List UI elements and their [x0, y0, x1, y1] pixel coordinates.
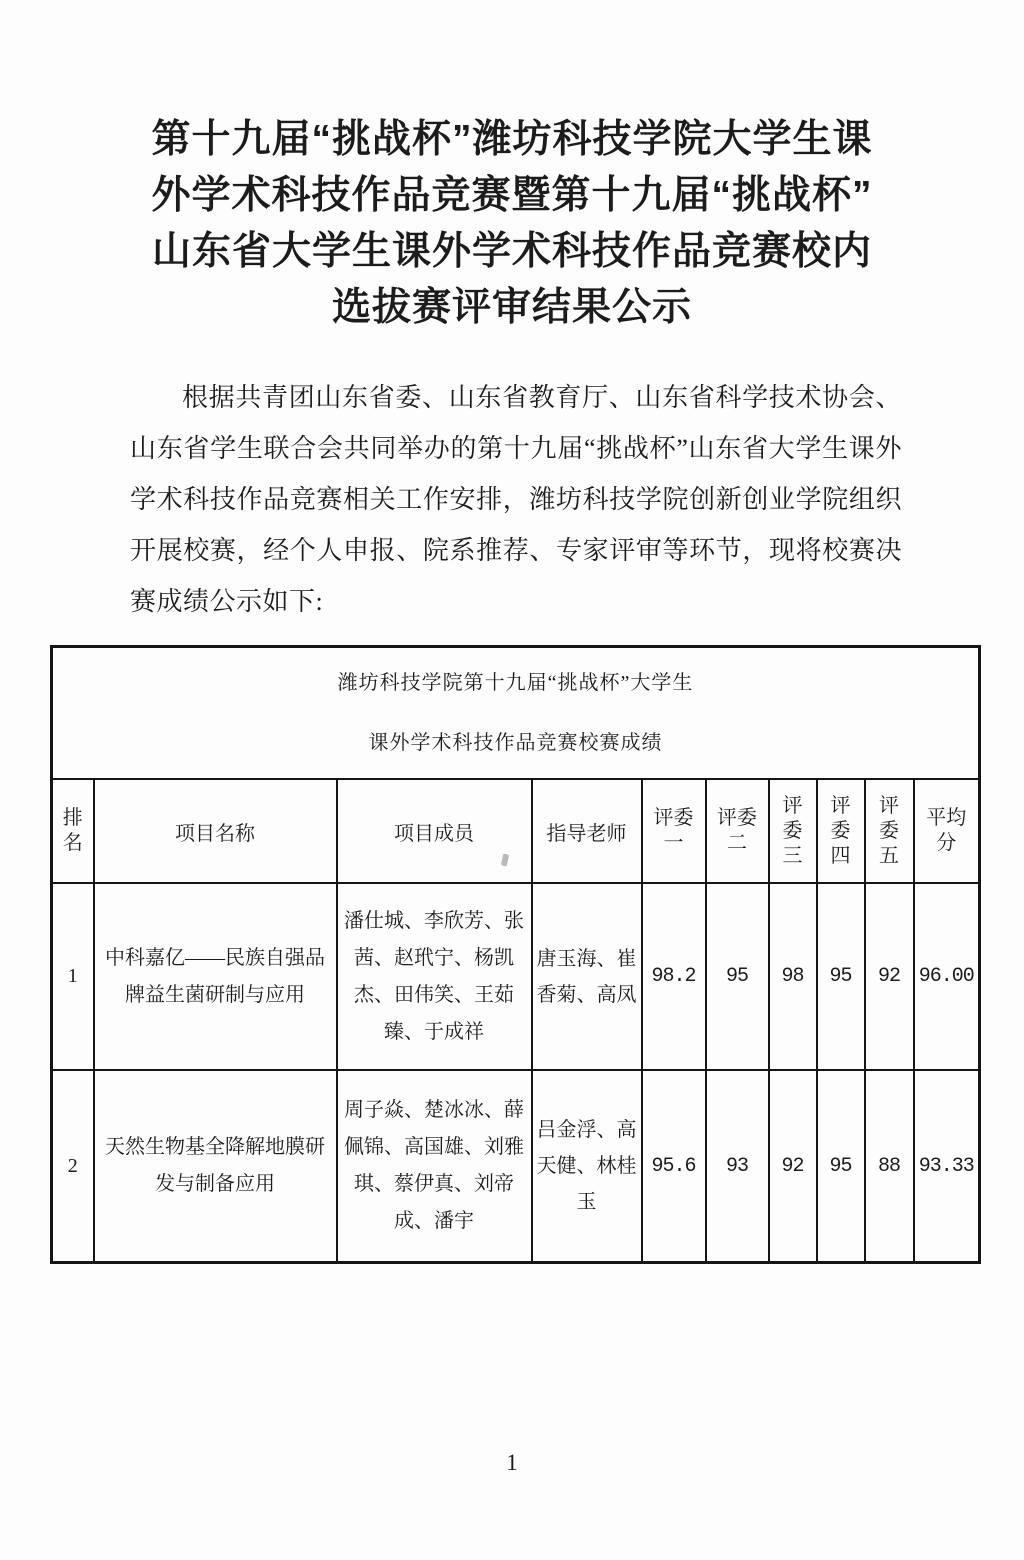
document-title-line-4: 选拔赛评审结果公示 [331, 286, 692, 329]
judge-2-score: 95 [706, 883, 769, 1070]
header-judge-1: 评委一 [642, 779, 706, 883]
judge-1-score: 95.6 [642, 1070, 706, 1263]
table-title [52, 647, 980, 780]
average-score: 96.00 [914, 883, 980, 1070]
announcement-paragraph: 根据共青团山东省委、山东省教育厅、山东省科学技术协会、山东省学生联合会共同举办的第十九届“挑战杯”山东省大学生课外学术科技作品竞赛相关工作安排，潍坊科技学院创新创业学院组织开展校赛，经个人申报、院系推荐、专家评审等环节，现将校赛决赛成绩公示如下: [130, 383, 902, 616]
judge-4-score: 95 [817, 1070, 865, 1263]
judge-3-score: 92 [769, 1070, 817, 1263]
header-judge-2: 评委二 [706, 779, 769, 883]
project-members: 潘仕城、李欣芳、张茜、赵玳宁、杨凯杰、田伟笑、王茹臻、于成祥 [337, 883, 532, 1070]
document-title-line-2: 外学术科技作品竞赛暨第十九届“挑战杯” [151, 174, 873, 217]
table-title-line-2: 课外学术科技作品竞赛校赛成绩 [368, 732, 663, 754]
average-score: 93.33 [914, 1070, 980, 1263]
header-average-score: 平均分 [914, 779, 980, 883]
document-title-line-1: 第十九届“挑战杯”潍坊科技学院大学生课 [151, 118, 873, 161]
project-name: 中科嘉亿——民族自强品牌益生菌研制与应用 [94, 883, 337, 1070]
judge-4-score: 95 [817, 883, 865, 1070]
judge-1-score: 98.2 [642, 883, 706, 1070]
rank-value: 1 [52, 883, 94, 1070]
header-rank: 排名 [52, 779, 94, 883]
table-row [52, 1070, 980, 1263]
table-title-row [52, 647, 980, 780]
results-table [50, 645, 981, 1264]
judge-2-score: 93 [706, 1070, 769, 1263]
header-advisors: 指导老师 [532, 779, 642, 883]
judge-3-score: 98 [769, 883, 817, 1070]
table-row [52, 883, 980, 1070]
table-header-row [52, 779, 980, 883]
page-number: 1 [506, 1450, 518, 1475]
advisors: 吕金浮、高天健、林桂玉 [532, 1070, 642, 1263]
project-members: 周子焱、楚冰冰、薛佩锦、高国雄、刘雅琪、蔡伊真、刘帝成、潘宇 [337, 1070, 532, 1263]
advisors: 唐玉海、崔香菊、高凤 [532, 883, 642, 1070]
rank-value: 2 [52, 1070, 94, 1263]
header-project-members: 项目成员 [337, 779, 532, 883]
document-title-line-3: 山东省大学生课外学术科技作品竞赛校内 [151, 230, 872, 273]
header-project-name: 项目名称 [94, 779, 337, 883]
judge-5-score: 88 [865, 1070, 914, 1263]
document-title [60, 112, 964, 336]
judge-5-score: 92 [865, 883, 914, 1070]
header-judge-5: 评委五 [865, 779, 914, 883]
header-judge-4: 评委四 [817, 779, 865, 883]
table-title-line-1: 潍坊科技学院第十九届“挑战杯”大学生 [337, 672, 694, 694]
header-judge-3: 评委三 [769, 779, 817, 883]
project-name: 天然生物基全降解地膜研发与制备应用 [94, 1070, 337, 1263]
